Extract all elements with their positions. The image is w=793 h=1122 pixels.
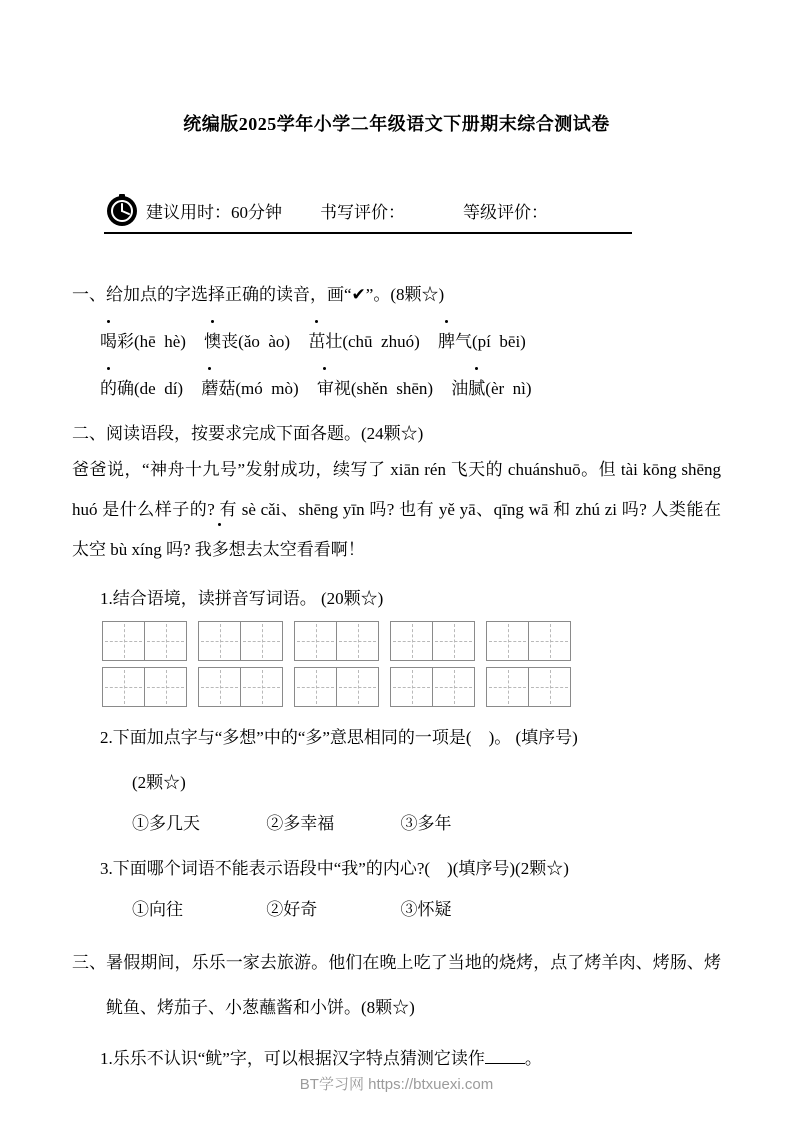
word-rest: 视(shěn shēn): [333, 379, 434, 398]
pinyin-writing-grid: [294, 621, 379, 661]
word-pre: 油: [451, 379, 469, 398]
footer-link[interactable]: BT学习网 https://btxuexi.com: [299, 1076, 494, 1093]
suggested-time-label: 建议用时：60分钟: [146, 202, 282, 222]
grid-row: [102, 621, 721, 661]
pinyin-writing-grid: [198, 621, 283, 661]
writing-eval-blank: [405, 202, 463, 219]
pronunciation-word: [201, 379, 298, 398]
pinyin-writing-grids: [102, 621, 721, 707]
footer: [0, 1073, 793, 1094]
pinyin-writing-grid: [486, 621, 571, 661]
word-rest: 壮(chū zhuó): [325, 332, 420, 351]
grid-row: [102, 667, 721, 707]
section-3-question-1: [100, 1044, 721, 1069]
word-rest: 菇(mó mò): [218, 379, 299, 398]
pronunciation-word: [204, 332, 290, 351]
pinyin-writing-grid: [102, 667, 187, 707]
spacer: [282, 202, 320, 219]
emphasis-dot-char: 腻: [468, 374, 485, 399]
emphasis-dot-char: 多: [212, 530, 229, 570]
reading-passage: [72, 450, 726, 570]
option-3: ③怀疑: [400, 900, 452, 919]
emphasis-dot-char: 脾: [438, 327, 455, 352]
section-3-heading: 三、暑假期间，乐乐一家去旅游。他们在晚上吃了当地的烧烤，点了烤羊肉、烤肠、烤鱿鱼、烤茄子、小葱蘸酱和小饼。(8颗☆): [72, 953, 721, 1017]
timer-icon: [104, 192, 140, 228]
grade-eval-blank: [548, 202, 614, 219]
exam-info-line: [104, 192, 632, 234]
word-rest: (èr nì): [485, 379, 532, 398]
question-3-options: [132, 895, 721, 920]
emphasis-dot-char: 审: [317, 374, 334, 399]
grid-cell: [390, 621, 433, 661]
word-rest: 丧(ǎo ào): [221, 332, 291, 351]
pinyin-writing-grid: [390, 621, 475, 661]
question-text: 1.乐乐不认识“鱿”字，可以根据汉字特点猜测它读作: [100, 1049, 485, 1068]
emphasis-dot-char: 喝: [100, 327, 117, 352]
writing-eval-label: 书写评价：: [320, 202, 405, 222]
grid-cell: [486, 667, 529, 707]
pronunciation-word: [100, 379, 183, 398]
pronunciation-word: [317, 379, 433, 398]
pinyin-writing-grid: [102, 621, 187, 661]
grid-cell: [528, 667, 571, 707]
grid-cell: [432, 667, 475, 707]
grid-cell: [144, 621, 187, 661]
emphasis-dot-char: 的: [100, 374, 117, 399]
grid-cell: [432, 621, 475, 661]
pinyin-writing-grid: [390, 667, 475, 707]
grid-cell: [240, 621, 283, 661]
word-rest: 彩(hē hè): [117, 332, 186, 351]
section-1-heading: 一、给加点的字选择正确的读音，画“✔”。(8颗☆): [72, 285, 445, 304]
grid-cell: [390, 667, 433, 707]
grid-cell: [144, 667, 187, 707]
emphasis-dot-char: 茁: [308, 327, 325, 352]
pronunciation-word: [100, 332, 186, 351]
word-rest: 气(pí bēi): [455, 332, 526, 351]
section-1-row-2: [100, 374, 721, 399]
answer-blank: [485, 1047, 525, 1064]
grade-eval-label: 等级评价：: [463, 202, 548, 222]
pronunciation-word: [308, 332, 419, 351]
option-2: ②好奇: [266, 900, 318, 919]
pinyin-writing-grid: [486, 667, 571, 707]
page-title: 统编版2025学年小学二年级语文下册期末综合测试卷: [183, 114, 610, 134]
option-3: ③多年: [400, 814, 452, 833]
grid-cell: [336, 621, 379, 661]
grid-cell: [102, 621, 145, 661]
grid-cell: [294, 667, 337, 707]
grid-cell: [240, 667, 283, 707]
question-text: 。: [524, 1049, 542, 1068]
pronunciation-word: [451, 379, 531, 398]
section-2-question-3: 3.下面哪个词语不能表示语段中“我”的内心?( )(填序号)(2颗☆): [100, 859, 569, 878]
emphasis-dot-char: 蘑: [201, 374, 218, 399]
emphasis-dot-char: 懊: [204, 327, 221, 352]
pinyin-writing-grid: [198, 667, 283, 707]
word-rest: 确(de dí): [117, 379, 184, 398]
grid-cell: [198, 621, 241, 661]
grid-cell: [198, 667, 241, 707]
question-2-options: [132, 809, 721, 834]
option-1: ①多几天: [132, 814, 200, 833]
grid-cell: [486, 621, 529, 661]
option-2: ②多幸福: [266, 814, 335, 833]
section-2-heading: 二、阅读语段，按要求完成下面各题。(24颗☆): [72, 424, 424, 443]
passage-text: 想去太空看看啊！: [228, 540, 365, 559]
section-2-question-2: 2.下面加点字与“多想”中的“多”意思相同的一项是( )。 (填序号): [100, 728, 578, 747]
section-1-row-1: [100, 327, 721, 352]
grid-cell: [102, 667, 145, 707]
pinyin-writing-grid: [294, 667, 379, 707]
grid-cell: [294, 621, 337, 661]
section-2-question-1: 1.结合语境，读拼音写词语。 (20颗☆): [100, 589, 384, 608]
question-2-score: (2颗☆): [132, 773, 186, 792]
passage-text: 爸爸说，“神舟十九号”发射成功，续写了 xiān rén 飞天的 chuánshuō。但 tài kōng shēng huó 是什么样子的? 有 sè cǎi、shēng yīn 吗? 也有 yě yā、qīng wā 和 zhú zi 吗? 人类能在太空 bù xíng 吗? 我: [72, 460, 726, 559]
grid-cell: [336, 667, 379, 707]
option-1: ①向往: [132, 900, 183, 919]
pronunciation-word: [438, 332, 526, 351]
grid-cell: [528, 621, 571, 661]
